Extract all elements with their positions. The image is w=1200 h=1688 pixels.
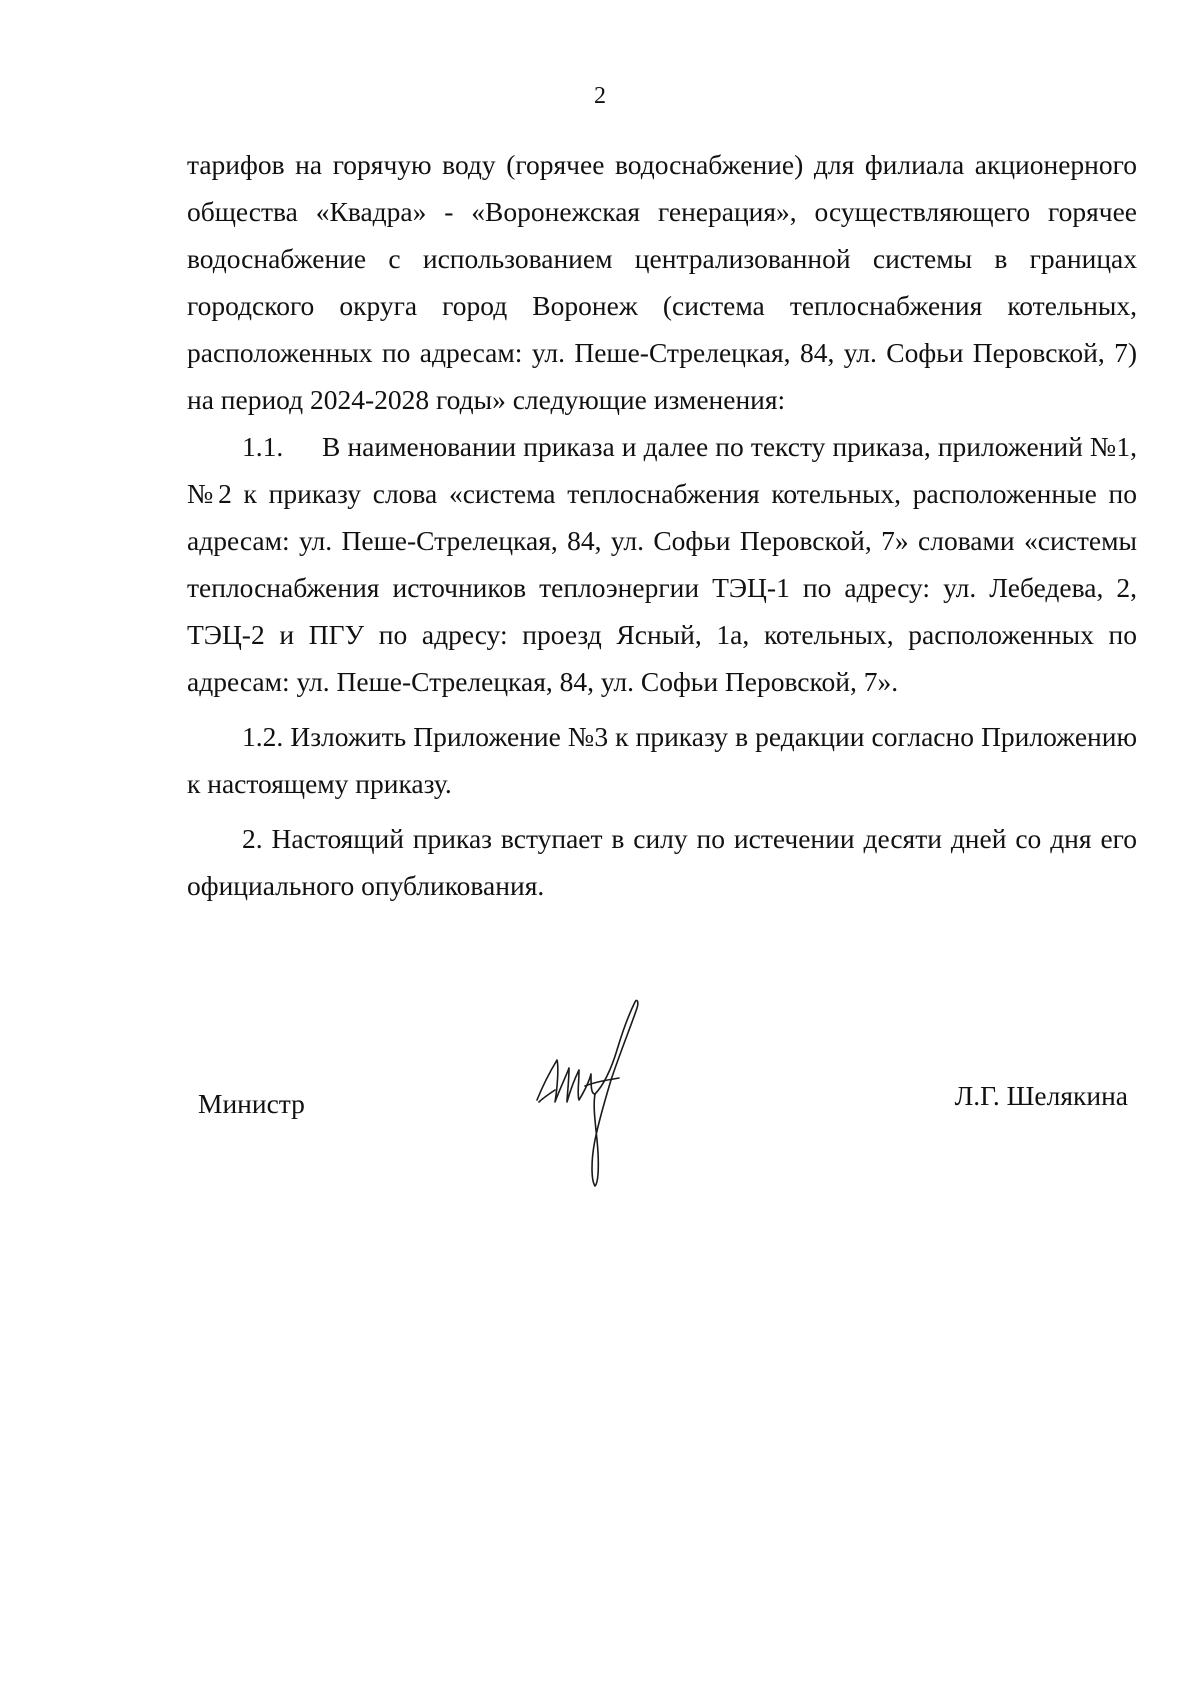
page-number: 2 xyxy=(594,83,606,109)
signature-block xyxy=(0,990,1200,1190)
handwritten-signature xyxy=(525,990,685,1190)
document-body xyxy=(187,141,1137,909)
paragraph-continuation: тарифов на горячую воду (горячее водоснабжение) для филиала акционерного общества «Квадра» - «Воронежская генерация», осуществляющего горячее водоснабжение с использованием централизованной системы в границах городского округа город Воронеж (система теплоснабжения котельных, расположенных по адресам: ул. Пеше-Стрелецкая, 84, ул. Софьи Перовской, 7) на период 2024-2028 годы» следующие изменения: xyxy=(187,149,1137,415)
paragraph-item-1-2: 1.2. Изложить Приложение №3 к приказу в редакции согласно Приложению к настоящему приказу. xyxy=(187,721,1137,799)
paragraph-item-1-1 xyxy=(187,423,1137,705)
signatory-name: Л.Г. Шелякина xyxy=(954,1080,1128,1111)
paragraph-item-2: 2. Настоящий приказ вступает в силу по истечении десяти дней со дня его официального опубликования. xyxy=(187,823,1137,901)
item-1-1-number: 1.1. xyxy=(242,431,284,462)
signatory-title: Министр xyxy=(198,1088,305,1119)
item-1-1-text: В наименовании приказа и далее по тексту приказа, приложений №1, №2 к приказу слова «система теплоснабжения котельных, расположенные по адресам: ул. Пеше-Стрелецкая, 84, ул. Софьи Перовской, 7» словами «системы теплоснабжения источников теплоэнергии ТЭЦ-1 по адресу: ул. Лебедева, 2, ТЭЦ-2 и ПГУ по адресу: проезд Ясный, 1а, котельных, расположенных по адресам: ул. Пеше-Стрелецкая, 84, ул. Софьи Перовской, 7». xyxy=(187,431,1137,697)
